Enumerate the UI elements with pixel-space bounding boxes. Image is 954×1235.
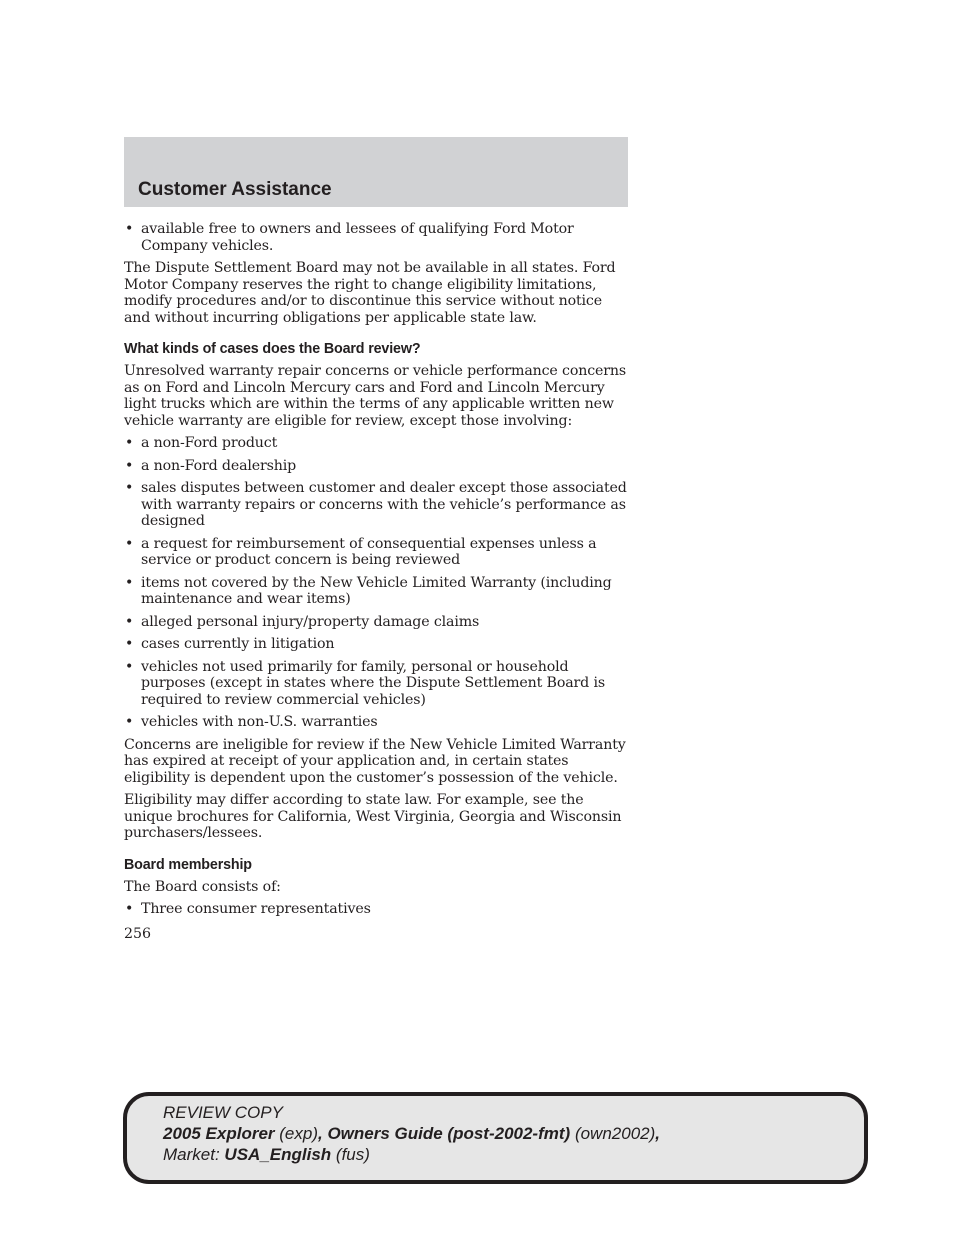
section-title: Customer Assistance [138, 179, 332, 200]
page-content [124, 221, 629, 924]
market-name: USA_English [224, 1145, 332, 1164]
list-item: • alleged personal injury/property damage claims [124, 614, 629, 631]
model-code: (exp) [279, 1124, 318, 1143]
review-copy-text [163, 1102, 660, 1165]
list-item: • sales disputes between customer and dealer except those associated with warranty repairs or concerns with the vehicle’s performance as designed [124, 480, 629, 530]
cases-intro-paragraph: Unresolved warranty repair concerns or vehicle performance concerns as on Ford and Lincoln Mercury cars and Ford and Lincoln Mercury light trucks which are within the terms of any applicable written new vehicle warranty are eligible for review, except those involving: [124, 363, 627, 429]
eligibility-paragraph: Eligibility may differ according to state law. For example, see the unique brochures for California, West Virginia, Georgia and Wisconsin purchasers/lessees. [124, 792, 622, 841]
separator: , [317, 1124, 328, 1143]
page-number: 256 [124, 926, 152, 942]
section-header-band [124, 137, 628, 207]
availability-paragraph: The Dispute Settlement Board may not be available in all states. Ford Motor Company reserves the right to change eligibility limitations, modify procedures and/or to discontinue this service without notice and without incurring obligations per applicable state law. [124, 260, 616, 326]
intro-bullet-list [124, 221, 629, 254]
list-item: • Three consumer representatives [124, 901, 629, 918]
list-item: • a request for reimbursement of consequential expenses unless a service or product concern is being reviewed [124, 536, 629, 569]
list-item: • cases currently in litigation [124, 636, 629, 653]
membership-intro: The Board consists of: [124, 878, 281, 895]
separator: , [655, 1124, 660, 1143]
membership-heading: Board membership [124, 856, 252, 873]
market-code: (fus) [335, 1145, 370, 1164]
list-item: • vehicles with non-U.S. warranties [124, 714, 629, 731]
guide-name: Owners Guide (post-2002-fmt) [327, 1124, 571, 1143]
exclusions-bullet-list [124, 435, 629, 731]
cases-heading: What kinds of cases does the Board review? [124, 341, 421, 357]
review-copy-market-line [163, 1144, 660, 1165]
review-copy-product-line [163, 1123, 660, 1144]
review-copy-box [123, 1092, 868, 1184]
guide-code: (own2002) [574, 1124, 656, 1143]
ineligible-paragraph: Concerns are ineligible for review if the New Vehicle Limited Warranty has expired at receipt of your application and, in certain states eligibility is dependent upon the customer’s possession of the vehicle. [124, 736, 626, 786]
list-item: • a non-Ford product [124, 435, 629, 452]
list-item: • items not covered by the New Vehicle Limited Warranty (including maintenance and wear items) [124, 575, 629, 608]
list-item: • available free to owners and lessees of qualifying Ford Motor Company vehicles. [124, 221, 629, 254]
review-copy-label: REVIEW COPY [163, 1103, 283, 1122]
list-item: • a non-Ford dealership [124, 458, 629, 475]
market-label: Market: [163, 1145, 220, 1164]
model-name: 2005 Explorer [163, 1124, 275, 1143]
list-item: • vehicles not used primarily for family, personal or household purposes (except in states where the Dispute Settlement Board is required to review commercial vehicles) [124, 659, 629, 709]
membership-bullet-list [124, 901, 629, 918]
